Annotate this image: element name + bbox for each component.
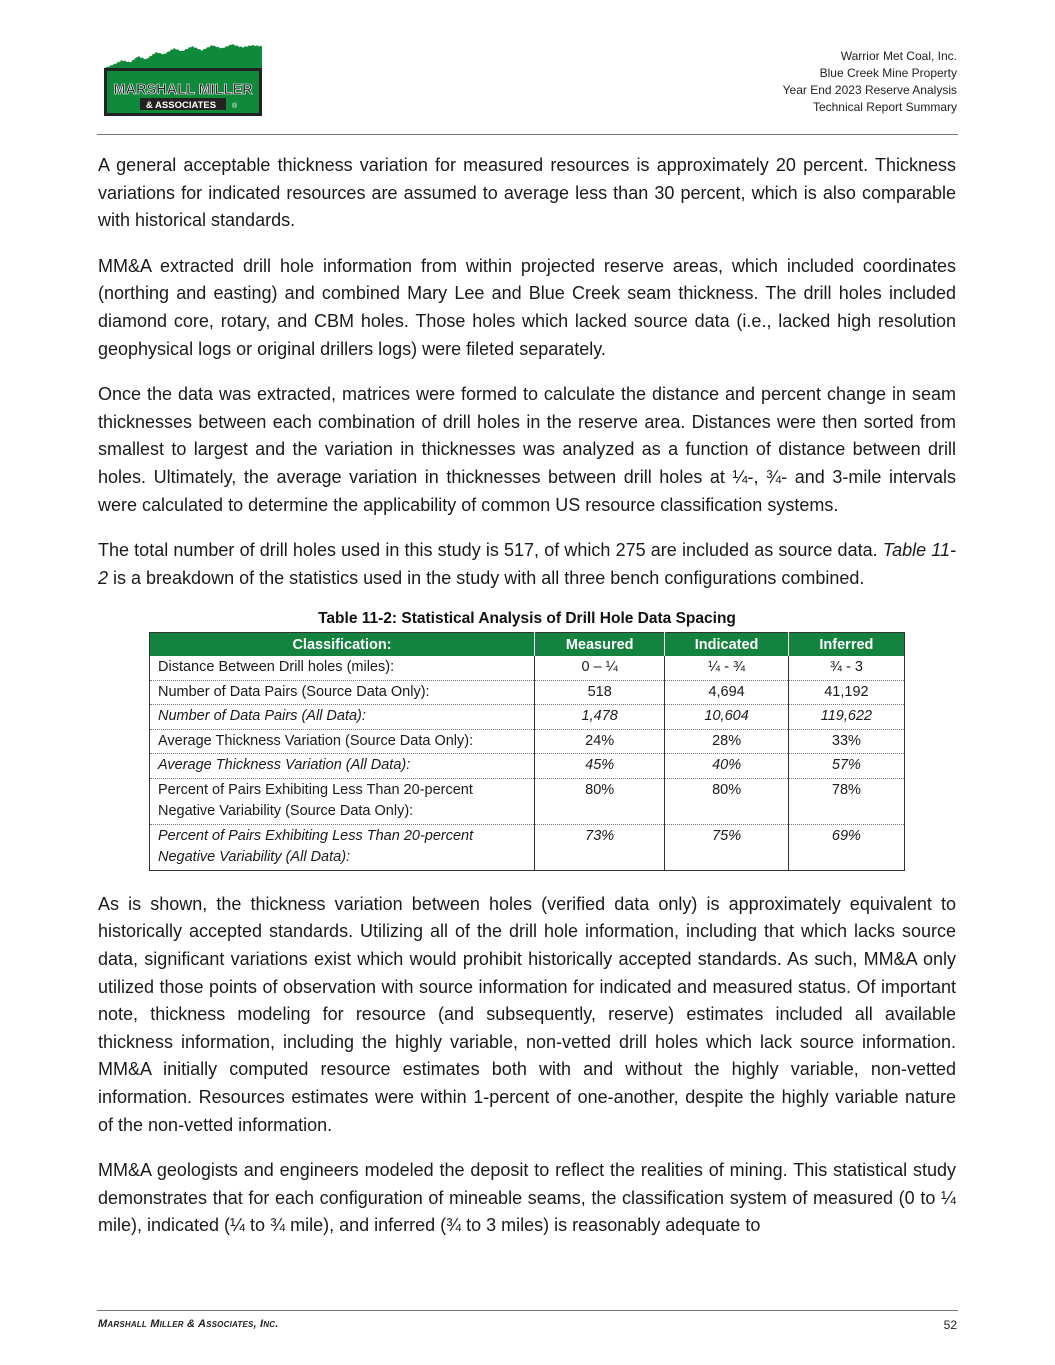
row-label: Number of Data Pairs (All Data): bbox=[150, 705, 535, 730]
row-label: Number of Data Pairs (Source Data Only): bbox=[150, 680, 535, 705]
footer-company: Marshall Miller & Associates, Inc. bbox=[98, 1318, 279, 1330]
row-label-line-1: Percent of Pairs Exhibiting Less Than 20-percent bbox=[158, 781, 473, 798]
header-indicated: Indicated bbox=[665, 633, 788, 657]
p4-text-end: is a breakdown of the statistics used in the study with all three bench configurations combined. bbox=[108, 567, 865, 588]
row-label bbox=[150, 824, 535, 870]
table-row bbox=[150, 680, 905, 705]
paragraph-drill-hole-count bbox=[98, 537, 956, 592]
footer-divider bbox=[97, 1310, 958, 1311]
indicated-value: 28% bbox=[665, 729, 788, 754]
indicated-value: 75% bbox=[665, 824, 788, 870]
row-label: Distance Between Drill holes (miles): bbox=[150, 656, 535, 680]
table-row bbox=[150, 778, 905, 824]
page-number: 52 bbox=[943, 1318, 957, 1332]
indicated-value: 4,694 bbox=[665, 680, 788, 705]
inferred-value: ¾ - 3 bbox=[788, 656, 904, 680]
indicated-value: 80% bbox=[665, 778, 788, 824]
header-property: Blue Creek Mine Property bbox=[819, 66, 957, 80]
row-label: Average Thickness Variation (All Data): bbox=[150, 754, 535, 779]
table-row bbox=[150, 754, 905, 779]
header-inferred: Inferred bbox=[788, 633, 904, 657]
indicated-value: 40% bbox=[665, 754, 788, 779]
table-title: Table 11-2: Statistical Analysis of Drill Hole Data Spacing bbox=[318, 610, 736, 628]
inferred-value: 41,192 bbox=[788, 680, 904, 705]
paragraph-thickness-results: As is shown, the thickness variation between holes (verified data only) is approximately equivalent to historically accepted standards. Utilizing all of the drill hole information, including that which lacks source data, significant variations exist which would prohibit historically accepted standards. As such, MM&A only utilized those points of observation with source information for indicated and measured status. Of important note, thickness modeling for resource (and subsequently, reserve) estimates included all available thickness information, including the highly variable, non-vetted drill holes which lack source information. MM&A initially computed resource estimates both with and without the highly variable, non-vetted information. Resources estimates were within 1-percent of one-another, despite the highly variable nature of the non-vetted information. bbox=[98, 893, 956, 1135]
header-company: Warrior Met Coal, Inc. bbox=[840, 49, 957, 63]
statistics-table bbox=[149, 632, 905, 871]
header-divider bbox=[97, 134, 958, 135]
row-label-line-1: Percent of Pairs Exhibiting Less Than 20-percent bbox=[158, 827, 474, 844]
indicated-value: 10,604 bbox=[665, 705, 788, 730]
measured-value: 1,478 bbox=[535, 705, 665, 730]
company-logo bbox=[104, 42, 262, 116]
indicated-value: ¼ - ¾ bbox=[665, 656, 788, 680]
row-label-line-2: Negative Variability (All Data): bbox=[158, 849, 351, 866]
table-row bbox=[150, 705, 905, 730]
measured-value: 45% bbox=[535, 754, 665, 779]
table-row bbox=[150, 656, 905, 680]
paragraph-drill-hole-extraction: MM&A extracted drill hole information from within projected reserve areas, which included coordinates (northing and easting) and combined Mary Lee and Blue Creek seam thickness. The drill holes included diamond core, rotary, and CBM holes. Those holes which lacked source data (i.e., lacked high resolution geophysical logs or original drillers logs) were fileted separately. bbox=[98, 255, 956, 359]
logo-graphic bbox=[104, 42, 262, 116]
row-label bbox=[150, 778, 535, 824]
measured-value: 80% bbox=[535, 778, 665, 824]
row-label: Average Thickness Variation (Source Data Only): bbox=[150, 729, 535, 754]
header-measured: Measured bbox=[535, 633, 665, 657]
report-header bbox=[783, 48, 957, 116]
measured-value: 0 – ¼ bbox=[535, 656, 665, 680]
table-row bbox=[150, 729, 905, 754]
measured-value: 73% bbox=[535, 824, 665, 870]
row-label-line-2: Negative Variability (Source Data Only): bbox=[158, 803, 414, 820]
logo-registered-mark: ® bbox=[232, 103, 238, 110]
inferred-value: 57% bbox=[788, 754, 904, 779]
inferred-value: 33% bbox=[788, 729, 904, 754]
paragraph-conclusion: MM&A geologists and engineers modeled the deposit to reflect the realities of mining. This statistical study demonstrates that for each configuration of mineable seams, the classification system of measured (0 to ¼ mile), indicated (¼ to ¾ mile), and inferred (¾ to 3 miles) is reasonably adequate to bbox=[98, 1160, 956, 1236]
table-row bbox=[150, 824, 905, 870]
inferred-value: 119,622 bbox=[788, 705, 904, 730]
header-report-type: Technical Report Summary bbox=[812, 100, 957, 114]
logo-sub-line: & ASSOCIATES bbox=[145, 100, 217, 111]
measured-value: 518 bbox=[535, 680, 665, 705]
document-body bbox=[98, 152, 956, 1258]
header-classification: Classification: bbox=[150, 633, 535, 657]
table-header-row bbox=[150, 633, 905, 657]
measured-value: 24% bbox=[535, 729, 665, 754]
paragraph-thickness-variation: A general acceptable thickness variation for measured resources is approximately 20 percent. Thickness variations for indicated resources are assumed to average less than 30 percent, which is also comparable with historical standards. bbox=[98, 155, 956, 231]
logo-name-line: MARSHALL MILLER bbox=[113, 82, 253, 98]
inferred-value: 69% bbox=[788, 824, 904, 870]
paragraph-matrices: Once the data was extracted, matrices were formed to calculate the distance and percent change in seam thicknesses between each combination of drill holes in the reserve area. Distances were then sorted from smallest to largest and the variation in thicknesses was analyzed as a function of distance between drill holes. Ultimately, the average variation in thicknesses between drill holes at ¼-, ¾- and 3-mile intervals were calculated to determine the applicability of common US resource classification systems. bbox=[98, 384, 956, 515]
table-reference: Table 11-2 bbox=[98, 540, 956, 588]
header-analysis: Year End 2023 Reserve Analysis bbox=[782, 83, 957, 97]
inferred-value: 78% bbox=[788, 778, 904, 824]
p4-text-start: The total number of drill holes used in this study is 517, of which 275 are included as source data. bbox=[98, 540, 883, 561]
